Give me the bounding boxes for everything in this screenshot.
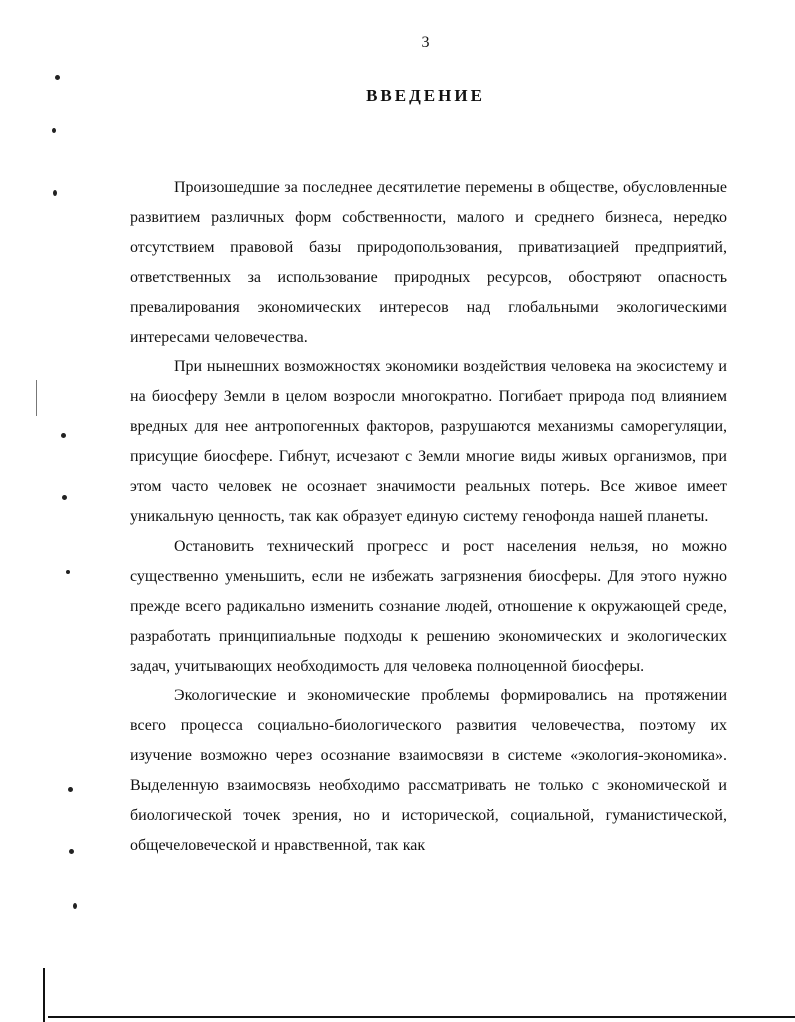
scan-mark xyxy=(53,190,57,196)
scan-mark xyxy=(66,570,70,574)
page-number: 3 xyxy=(421,34,430,51)
paragraph-2: При нынешних возможностях экономики воздействия человека на экосистему и на биосферу Земли в целом возросли многократно. Погибает природа под влиянием вредных для нее антропогенных факторов, разрушаются механизмы саморегуляции, присущие биосфере. Гибнут, исчезают с Земли многие виды живых организмов, при этом часто человек не осознает значимости реальных потерь. Все живое имеет уникальную ценность, так как образует единую систему генофонда нашей планеты. xyxy=(130,358,727,525)
scan-mark xyxy=(73,903,77,909)
bottom-rule xyxy=(48,1016,795,1018)
scan-mark xyxy=(61,433,66,438)
page-title: ВВЕДЕНИЕ xyxy=(366,86,485,105)
scan-mark xyxy=(69,849,74,854)
scan-mark xyxy=(52,128,56,133)
scan-mark xyxy=(62,495,67,500)
paragraph-3: Остановить технический прогресс и рост населения нельзя, но можно существенно уменьшить, если не избежать загрязнения биосферы. Для этого нужно прежде всего радикально изменить сознание людей, отношение к окружающей среде, разработать принципиальные подходы к решению экономических и экологических задач, учитывающих необходимость для человека полноценной биосферы. xyxy=(130,537,727,675)
paragraph-1: Произошедшие за последнее десятилетие перемены в обществе, обусловленные развитием различных форм собственности, малого и среднего бизнеса, нередко отсутствием правовой базы природопользования, приватизацией предприятий, ответственных за использование природных ресурсов, обостряют опасность превалирования экономических интересов над глобальными экологическими интересами человечества. xyxy=(130,179,727,346)
scan-line xyxy=(36,380,37,416)
scan-mark xyxy=(68,787,73,792)
scan-mark xyxy=(55,75,60,80)
paragraph-4: Экологические и экономические проблемы формировались на протяжении всего процесса социально-биологического развития человечества, поэтому их изучение возможно через осознание взаимосвязи в системе «экология-экономика». Выделенную взаимосвязь необходимо рассматривать не только с экономической и биологической точек зрения, но и исторической, социальной, гуманистической, общечеловеческой и нравственной, так как xyxy=(130,687,727,854)
left-rule xyxy=(43,968,45,1022)
body-text xyxy=(130,173,727,861)
